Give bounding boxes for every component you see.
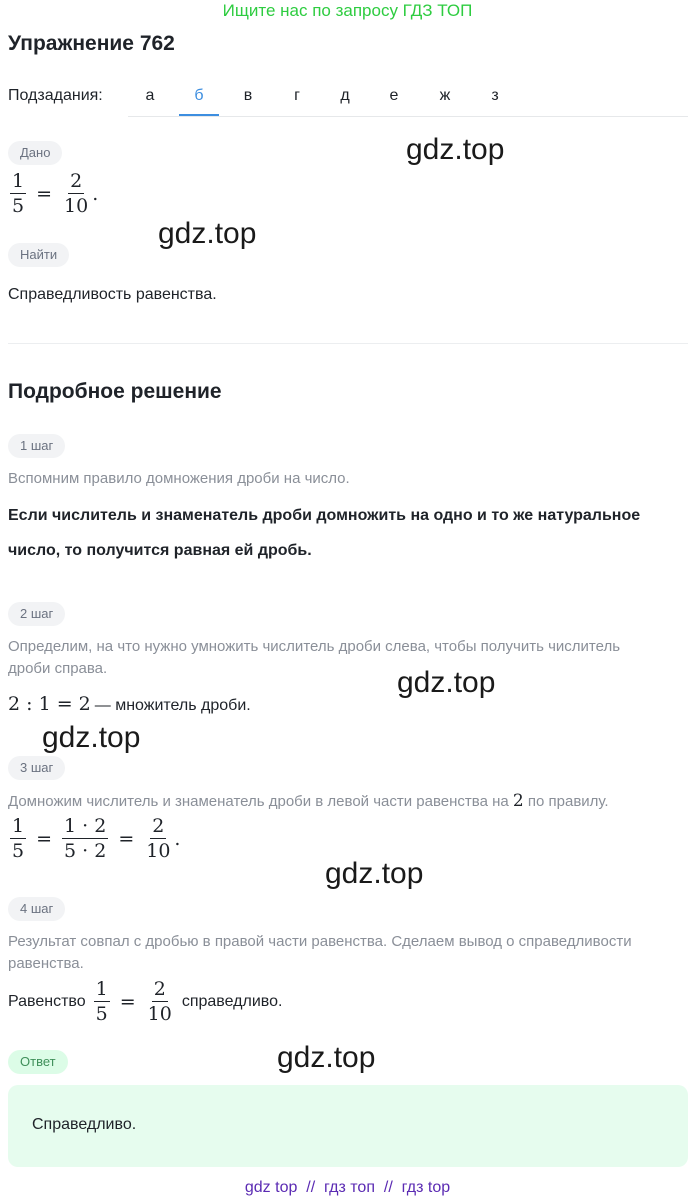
step-2-suffix: — множитель дроби. — [94, 697, 251, 714]
numerator: 1 — [12, 170, 25, 192]
footer-links[interactable]: gdz top // гдз топ // гдз top — [244, 1179, 451, 1196]
tab-a[interactable]: а — [145, 87, 155, 104]
step-2-badge: 2 шаг — [8, 602, 65, 626]
subtask-tabs — [128, 78, 688, 117]
fraction — [62, 170, 90, 217]
step-4-equation — [92, 978, 176, 1025]
answer-box — [8, 1085, 688, 1167]
step-4-badge: 4 шаг — [8, 897, 65, 921]
denominator: 5 — [12, 840, 25, 862]
multiplier-number: 2 — [512, 791, 524, 811]
equals-sign: = — [118, 827, 135, 850]
numerator: 2 — [70, 170, 83, 192]
denominator: 10 — [147, 1003, 172, 1025]
watermark: gdz.top — [42, 721, 141, 754]
step-1-text: Вспомним правило домножения дроби на число. — [8, 470, 350, 487]
step-3-badge: 3 шаг — [8, 756, 65, 780]
fraction — [62, 815, 108, 862]
find-text: Справедливость равенства. — [8, 286, 217, 303]
solution-heading: Подробное решение — [8, 380, 222, 403]
step-4-text-line-1: Результат совпал с дробью в правой части равенства. Сделаем вывод о справедливости — [8, 933, 632, 950]
fraction — [10, 170, 26, 217]
watermark: gdz.top — [406, 133, 505, 166]
answer-badge: Ответ — [8, 1050, 68, 1074]
find-badge: Найти — [8, 243, 69, 267]
step-3-text — [8, 790, 609, 813]
promo-banner: Ищите нас по запросу ГДЗ ТОП — [222, 1, 473, 20]
watermark: gdz.top — [397, 666, 496, 699]
fraction — [94, 978, 110, 1025]
step-2-text-line-2: дроби справа. — [8, 660, 108, 677]
fraction — [146, 978, 174, 1025]
period: . — [174, 827, 181, 850]
denominator: 5 — [95, 1003, 108, 1025]
given-badge: Дано — [8, 141, 62, 165]
divider — [8, 343, 688, 344]
denominator: 5 — [12, 195, 25, 217]
watermark: gdz.top — [277, 1041, 376, 1074]
tab-d[interactable]: д — [340, 87, 350, 104]
step-1-rule-line-1: Если числитель и знаменатель дроби домножить на одно и то же натуральное — [8, 507, 641, 524]
fraction — [144, 815, 172, 862]
step-3-text-before: Домножим числитель и знаменатель дроби в левой части равенства на — [8, 793, 509, 810]
tab-g[interactable]: г — [294, 87, 300, 104]
equals-sign: = — [36, 182, 53, 205]
numerator: 1 — [95, 978, 108, 1000]
tab-b[interactable]: б — [179, 78, 219, 116]
numerator: 1 — [12, 815, 25, 837]
step-1-badge: 1 шаг — [8, 434, 65, 458]
step-3-text-after: по правилу. — [527, 793, 609, 810]
denominator: 10 — [146, 840, 171, 862]
answer-text: Справедливо. — [32, 1116, 137, 1133]
step-2-text-line-1: Определим, на что нужно умножить числитель дроби слева, чтобы получить числитель — [8, 638, 621, 655]
step-4-suffix: справедливо. — [181, 992, 283, 1010]
watermark: gdz.top — [158, 217, 257, 250]
subtasks-label: Подзадания: — [8, 87, 103, 104]
step-3-equation — [8, 815, 180, 862]
denominator: 10 — [64, 195, 89, 217]
numerator: 2 — [153, 978, 166, 1000]
step-4-conclusion — [8, 978, 282, 1025]
equals-sign: = — [36, 827, 53, 850]
step-4-text-line-2: равенства. — [8, 955, 84, 972]
page-title: Упражнение 762 — [8, 32, 175, 55]
tab-zh[interactable]: ж — [439, 87, 451, 104]
denominator: 5 · 2 — [64, 840, 107, 862]
step-2-result — [8, 693, 251, 715]
tab-e[interactable]: е — [389, 87, 399, 104]
equals-sign: = — [119, 990, 136, 1013]
numerator: 1 · 2 — [64, 815, 107, 837]
given-equation — [8, 170, 98, 217]
tab-v[interactable]: в — [243, 87, 253, 104]
period: . — [92, 182, 99, 205]
step-1-rule-line-2: число, то получится равная ей дробь. — [8, 542, 312, 559]
numerator: 2 — [152, 815, 165, 837]
fraction — [10, 815, 26, 862]
watermark: gdz.top — [325, 857, 424, 890]
step-4-prefix: Равенство — [8, 992, 86, 1010]
tab-z[interactable]: з — [491, 87, 499, 104]
ratio-math: 2 : 1 = 2 — [8, 693, 91, 715]
